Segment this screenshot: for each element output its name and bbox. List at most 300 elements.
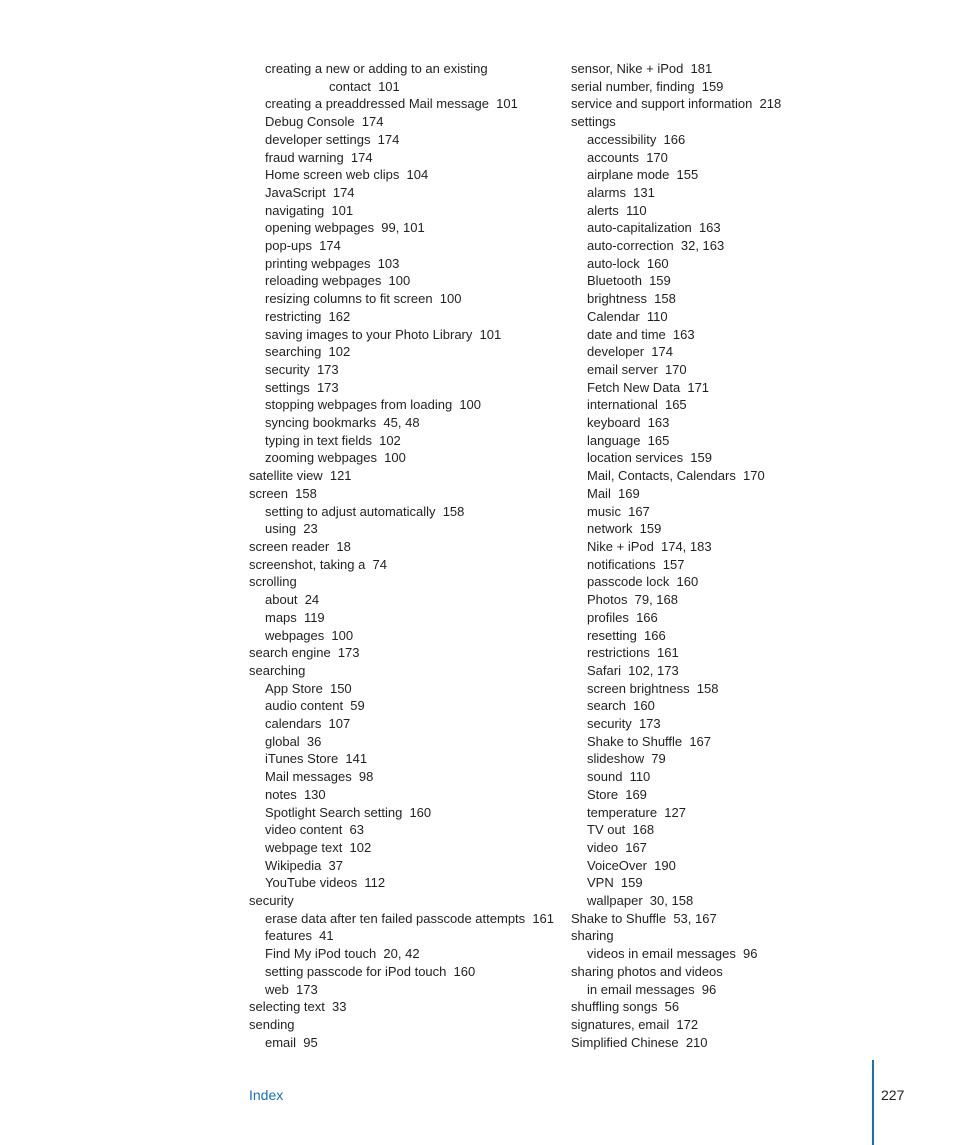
index-entry <box>249 1016 559 1034</box>
index-page-ref: 174 <box>350 149 373 165</box>
index-entry <box>571 78 871 96</box>
index-page-ref: 218 <box>759 96 782 112</box>
index-term: security <box>265 361 310 377</box>
index-subentry <box>571 750 871 768</box>
index-entry <box>571 60 871 78</box>
index-term: slideshow <box>587 751 645 767</box>
index-term: temperature <box>587 804 658 820</box>
index-term: setting passcode for iPod touch <box>265 963 447 979</box>
index-term: VoiceOver <box>587 857 647 873</box>
index-term: sound <box>587 769 623 785</box>
index-subentry <box>249 449 559 467</box>
index-page-ref: 102 <box>349 839 372 855</box>
index-page-ref: 101 <box>479 326 502 342</box>
index-term: sharing <box>571 928 614 944</box>
index-term: sharing photos and videos <box>571 963 723 979</box>
index-term-cont-text: contact <box>329 78 371 94</box>
index-term: Mail messages <box>265 769 352 785</box>
index-term: email server <box>587 361 658 377</box>
index-page-ref: 210 <box>685 1034 708 1050</box>
index-subentry <box>571 326 871 344</box>
index-subentry <box>249 821 559 839</box>
index-subentry <box>249 149 559 167</box>
index-page-ref: 190 <box>654 857 676 873</box>
index-page-ref: 174 <box>332 184 355 200</box>
index-term: Mail, Contacts, Calendars <box>587 468 736 484</box>
index-term: YouTube videos <box>265 875 358 891</box>
index-page-ref: 30, 158 <box>649 893 694 909</box>
index-subentry <box>249 627 559 645</box>
index-page-ref: 63 <box>349 822 364 838</box>
index-subentry <box>249 857 559 875</box>
index-term: alarms <box>587 184 627 200</box>
index-subentry <box>249 981 559 999</box>
index-subentry <box>571 733 871 751</box>
index-term: creating a new or adding to an existing <box>265 61 488 76</box>
index-subentry <box>249 733 559 751</box>
index-subentry <box>571 237 871 255</box>
index-term: sensor, Nike + iPod <box>571 61 684 76</box>
index-subentry <box>249 1034 559 1052</box>
index-page-ref: 160 <box>633 698 655 714</box>
index-page-ref: 159 <box>639 521 662 537</box>
index-term: settings <box>265 379 310 395</box>
index-page-ref: 167 <box>628 503 650 519</box>
index-page-ref: 56 <box>664 999 680 1015</box>
index-term: Bluetooth <box>587 273 642 289</box>
index-entry <box>249 998 559 1016</box>
index-subentry <box>249 874 559 892</box>
index-page-ref: 121 <box>329 468 352 484</box>
index-page-ref: 174, 183 <box>660 538 712 554</box>
footer-section-title: Index <box>249 1087 284 1103</box>
index-entry <box>249 538 559 556</box>
index-page-ref: 102 <box>328 344 351 360</box>
index-term: notifications <box>587 556 656 572</box>
index-subentry <box>571 503 871 521</box>
index-page-ref: 100 <box>331 627 354 643</box>
index-subentry <box>571 485 871 503</box>
index-subentry <box>571 839 871 857</box>
index-term: auto-correction <box>587 238 674 254</box>
index-term: selecting text <box>249 999 325 1015</box>
index-entry <box>249 644 559 662</box>
index-subentry <box>249 414 559 432</box>
index-subentry <box>571 573 871 591</box>
index-term: airplane mode <box>587 167 670 183</box>
index-page-ref: 101 <box>331 202 354 218</box>
index-term: Shake to Shuffle <box>571 910 667 926</box>
index-subentry <box>249 839 559 857</box>
index-term: Simplified Chinese <box>571 1034 679 1050</box>
index-page-ref: 101 <box>378 78 400 94</box>
index-subentry <box>249 131 559 149</box>
index-subentry <box>249 396 559 414</box>
index-page-ref: 174 <box>651 344 673 360</box>
index-subentry <box>571 396 871 414</box>
index-page-ref: 171 <box>687 379 710 395</box>
index-subentry <box>571 272 871 290</box>
index-page-ref: 174 <box>361 114 384 130</box>
index-entry <box>571 1016 871 1034</box>
index-subentry <box>249 95 559 113</box>
index-entry <box>571 963 871 981</box>
index-term: international <box>587 397 658 413</box>
index-term: typing in text fields <box>265 432 372 448</box>
index-subentry <box>249 945 559 963</box>
index-entry <box>249 485 559 503</box>
index-subentry <box>571 857 871 875</box>
index-term: keyboard <box>587 415 641 431</box>
index-subentry <box>249 184 559 202</box>
index-page-ref: 160 <box>676 574 699 590</box>
index-page-ref: 157 <box>662 556 685 572</box>
index-term: search <box>587 698 627 714</box>
index-page-ref: 168 <box>632 822 655 838</box>
index-subentry <box>571 219 871 237</box>
index-page-ref: 141 <box>345 751 368 767</box>
index-term: Calendar <box>587 308 640 324</box>
index-term: Wikipedia <box>265 857 322 873</box>
index-term: wallpaper <box>587 893 643 909</box>
index-term: VPN <box>587 875 614 891</box>
index-page-ref: 170 <box>742 468 765 484</box>
index-term: stopping webpages from loading <box>265 397 453 413</box>
index-term: email <box>265 1034 297 1050</box>
index-term: Fetch New Data <box>587 379 681 395</box>
index-subentry <box>571 644 871 662</box>
index-page-ref: 159 <box>690 450 712 466</box>
index-page-ref: 110 <box>625 202 647 218</box>
index-term: restricting <box>265 308 322 324</box>
index-page-ref: 173 <box>638 716 661 732</box>
index-subentry <box>249 326 559 344</box>
index-term: shuffling songs <box>571 999 658 1015</box>
index-term: erase data after ten failed passcode attempts <box>265 910 526 926</box>
index-subentry <box>571 202 871 220</box>
index-term: brightness <box>587 291 647 307</box>
index-term: screen reader <box>249 538 330 554</box>
index-page-ref: 166 <box>663 131 686 147</box>
index-subentry <box>249 750 559 768</box>
index-column-left <box>249 60 559 1051</box>
index-subentry <box>571 786 871 804</box>
index-term: Nike + iPod <box>587 538 654 554</box>
index-page-ref: 173 <box>316 379 339 395</box>
index-term-continuation <box>265 78 559 96</box>
index-page-ref: 59 <box>350 698 365 714</box>
index-subentry <box>571 432 871 450</box>
index-page-ref: 96 <box>701 981 717 997</box>
index-subentry <box>571 290 871 308</box>
index-entry <box>249 556 559 574</box>
index-term: in email messages <box>587 981 695 997</box>
index-page-ref: 41 <box>319 928 334 944</box>
index-subentry <box>249 237 559 255</box>
index-term: screen brightness <box>587 680 690 696</box>
index-page-ref: 100 <box>459 397 482 413</box>
index-term: TV out <box>587 822 626 838</box>
index-term: passcode lock <box>587 574 670 590</box>
index-page-ref: 174 <box>319 238 341 254</box>
index-term: location services <box>587 450 684 466</box>
index-page-ref: 150 <box>329 680 352 696</box>
index-page-ref: 112 <box>364 875 386 891</box>
index-page-ref: 23 <box>303 521 318 537</box>
index-page-ref: 161 <box>532 910 555 926</box>
index-subentry <box>571 768 871 786</box>
index-subentry <box>249 308 559 326</box>
index-term: language <box>587 432 641 448</box>
index-page-ref: 163 <box>647 415 670 431</box>
index-term: sending <box>249 1016 295 1032</box>
index-entry <box>571 95 871 113</box>
index-term: security <box>587 716 632 732</box>
index-term: web <box>265 981 289 997</box>
index-page-ref: 96 <box>743 946 758 962</box>
index-term: satellite view <box>249 468 323 484</box>
index-subentry <box>571 821 871 839</box>
index-page-ref: 160 <box>646 255 669 271</box>
index-term: Safari <box>587 662 621 678</box>
index-term: printing webpages <box>265 255 371 271</box>
index-subentry <box>571 892 871 910</box>
index-subentry <box>571 662 871 680</box>
index-page-ref: 167 <box>689 733 712 749</box>
index-term: webpage text <box>265 839 343 855</box>
index-page-ref: 163 <box>698 220 721 236</box>
index-term: pop-ups <box>265 238 312 254</box>
index-page-ref: 95 <box>303 1034 318 1050</box>
index-entry <box>249 892 559 910</box>
index-term: navigating <box>265 202 325 218</box>
index-page-ref: 36 <box>306 733 322 749</box>
index-subentry <box>571 697 871 715</box>
index-term: signatures, email <box>571 1016 670 1032</box>
index-subentry <box>249 219 559 237</box>
index-entry <box>571 113 871 131</box>
index-subentry <box>249 804 559 822</box>
index-subentry <box>571 449 871 467</box>
index-subentry <box>571 538 871 556</box>
index-subentry <box>249 343 559 361</box>
index-entry <box>571 998 871 1016</box>
index-page-ref: 119 <box>303 609 325 625</box>
index-subentry <box>571 166 871 184</box>
index-page-ref: 45, 48 <box>383 415 420 431</box>
index-term: audio content <box>265 698 344 714</box>
index-subentry <box>249 60 559 95</box>
index-page-ref: 158 <box>696 680 719 696</box>
index-subentry <box>249 166 559 184</box>
index-page-ref: 32, 163 <box>680 238 725 254</box>
index-term: developer settings <box>265 131 371 147</box>
index-page-ref: 131 <box>633 184 655 200</box>
index-subentry <box>571 308 871 326</box>
index-term: restrictions <box>587 645 650 661</box>
index-term: JavaScript <box>265 184 326 200</box>
index-term: music <box>587 503 621 519</box>
index-page-ref: 155 <box>676 167 699 183</box>
index-subentry <box>571 556 871 574</box>
index-term: search engine <box>249 645 331 661</box>
index-subentry <box>571 343 871 361</box>
index-page-ref: 18 <box>336 538 351 554</box>
index-subentry <box>249 768 559 786</box>
index-page-ref: 181 <box>690 61 713 76</box>
index-page-ref: 165 <box>647 432 670 448</box>
index-term: screen <box>249 485 289 501</box>
index-page-ref: 160 <box>409 804 432 820</box>
index-page-ref: 79 <box>651 751 666 767</box>
index-page-ref: 173 <box>296 981 318 997</box>
index-column-right <box>571 60 871 1051</box>
index-term: opening webpages <box>265 220 375 236</box>
index-subentry <box>571 627 871 645</box>
index-page-ref: 102 <box>379 432 401 448</box>
index-term: using <box>265 521 297 537</box>
index-term: notes <box>265 786 297 802</box>
index-page-ref: 100 <box>388 273 411 289</box>
index-term: maps <box>265 609 297 625</box>
index-term: screenshot, taking a <box>249 556 366 572</box>
index-term: network <box>587 521 633 537</box>
index-term: reloading webpages <box>265 273 382 289</box>
index-term: resizing columns to fit screen <box>265 291 433 307</box>
index-term: webpages <box>265 627 325 643</box>
index-subentry <box>571 874 871 892</box>
index-term: creating a preaddressed Mail message <box>265 96 490 112</box>
index-subentry <box>571 981 871 999</box>
index-page-ref: 170 <box>664 361 687 377</box>
footer-page-number: 227 <box>881 1087 905 1103</box>
index-page-ref: 159 <box>649 273 671 289</box>
index-term: searching <box>265 344 322 360</box>
index-page-ref: 174 <box>377 131 400 147</box>
index-subentry <box>249 927 559 945</box>
index-page-ref: 24 <box>304 592 320 608</box>
index-subentry <box>571 609 871 627</box>
index-page-ref: 169 <box>617 485 640 501</box>
index-subentry <box>249 609 559 627</box>
index-page-ref: 166 <box>636 609 658 625</box>
index-term: accessibility <box>587 131 657 147</box>
index-subentry <box>571 255 871 273</box>
index-subentry <box>249 680 559 698</box>
index-term: Store <box>587 786 619 802</box>
index-page-ref: 166 <box>644 627 666 643</box>
index-page-ref: 162 <box>328 308 351 324</box>
index-page-ref: 127 <box>664 804 686 820</box>
index-term: global <box>265 733 300 749</box>
index-subentry <box>249 697 559 715</box>
index-subentry <box>571 467 871 485</box>
index-term: fraud warning <box>265 149 344 165</box>
index-page-ref: 33 <box>332 999 347 1015</box>
index-page-ref: 103 <box>377 255 400 271</box>
index-page-ref: 130 <box>303 786 326 802</box>
index-term: service and support information <box>571 96 753 112</box>
index-subentry <box>571 715 871 733</box>
index-term: resetting <box>587 627 637 643</box>
index-page-ref: 110 <box>629 769 651 785</box>
index-page-ref: 165 <box>664 397 687 413</box>
index-term: serial number, finding <box>571 78 695 94</box>
index-term: App Store <box>265 680 323 696</box>
index-term: calendars <box>265 716 322 732</box>
index-term: alerts <box>587 202 619 218</box>
index-term: video content <box>265 822 343 838</box>
index-page-ref: 102, 173 <box>628 662 679 678</box>
index-subentry <box>249 715 559 733</box>
index-page-ref: 158 <box>442 503 465 519</box>
index-subentry <box>249 503 559 521</box>
index-subentry <box>249 255 559 273</box>
index-entry <box>249 573 559 591</box>
index-subentry <box>249 379 559 397</box>
index-term: profiles <box>587 609 629 625</box>
index-page-ref: 100 <box>384 450 406 466</box>
index-term: iTunes Store <box>265 751 339 767</box>
index-subentry <box>571 680 871 698</box>
index-subentry <box>571 184 871 202</box>
index-term: about <box>265 592 298 608</box>
index-subentry <box>249 202 559 220</box>
index-term: Mail <box>587 485 611 501</box>
index-subentry <box>571 804 871 822</box>
index-page-ref: 167 <box>625 839 647 855</box>
index-subentry <box>249 963 559 981</box>
footer-divider <box>872 1060 874 1145</box>
index-page-ref: 172 <box>676 1016 699 1032</box>
index-subentry <box>249 432 559 450</box>
index-subentry <box>571 131 871 149</box>
index-term: scrolling <box>249 574 297 590</box>
index-page-ref: 170 <box>646 149 668 165</box>
index-subentry <box>249 591 559 609</box>
index-page-ref: 107 <box>328 716 351 732</box>
index-term: videos in email messages <box>587 946 736 962</box>
index-subentry <box>571 361 871 379</box>
index-subentry <box>571 149 871 167</box>
index-subentry <box>249 910 559 928</box>
index-term: settings <box>571 114 616 130</box>
index-page-ref: 37 <box>328 857 343 873</box>
index-term: Shake to Shuffle <box>587 733 683 749</box>
index-term: Find My iPod touch <box>265 946 377 962</box>
index-term: auto-capitalization <box>587 220 692 236</box>
index-page-ref: 169 <box>625 786 647 802</box>
index-page-ref: 20, 42 <box>383 946 420 962</box>
index-term: searching <box>249 662 306 678</box>
index-page-ref: 161 <box>657 645 679 661</box>
index-subentry <box>571 414 871 432</box>
index-entry <box>249 467 559 485</box>
index-subentry <box>571 379 871 397</box>
index-page-ref: 99, 101 <box>381 220 425 236</box>
index-term: zooming webpages <box>265 450 378 466</box>
index-subentry <box>571 945 871 963</box>
index-term: developer <box>587 344 645 360</box>
index-term: auto-lock <box>587 255 640 271</box>
index-page-ref: 173 <box>337 645 360 661</box>
index-subentry <box>571 520 871 538</box>
index-page-ref: 110 <box>646 308 668 324</box>
index-term: Home screen web clips <box>265 167 400 183</box>
index-term: accounts <box>587 149 640 165</box>
index-page-ref: 74 <box>372 556 387 572</box>
index-page-ref: 100 <box>439 291 462 307</box>
